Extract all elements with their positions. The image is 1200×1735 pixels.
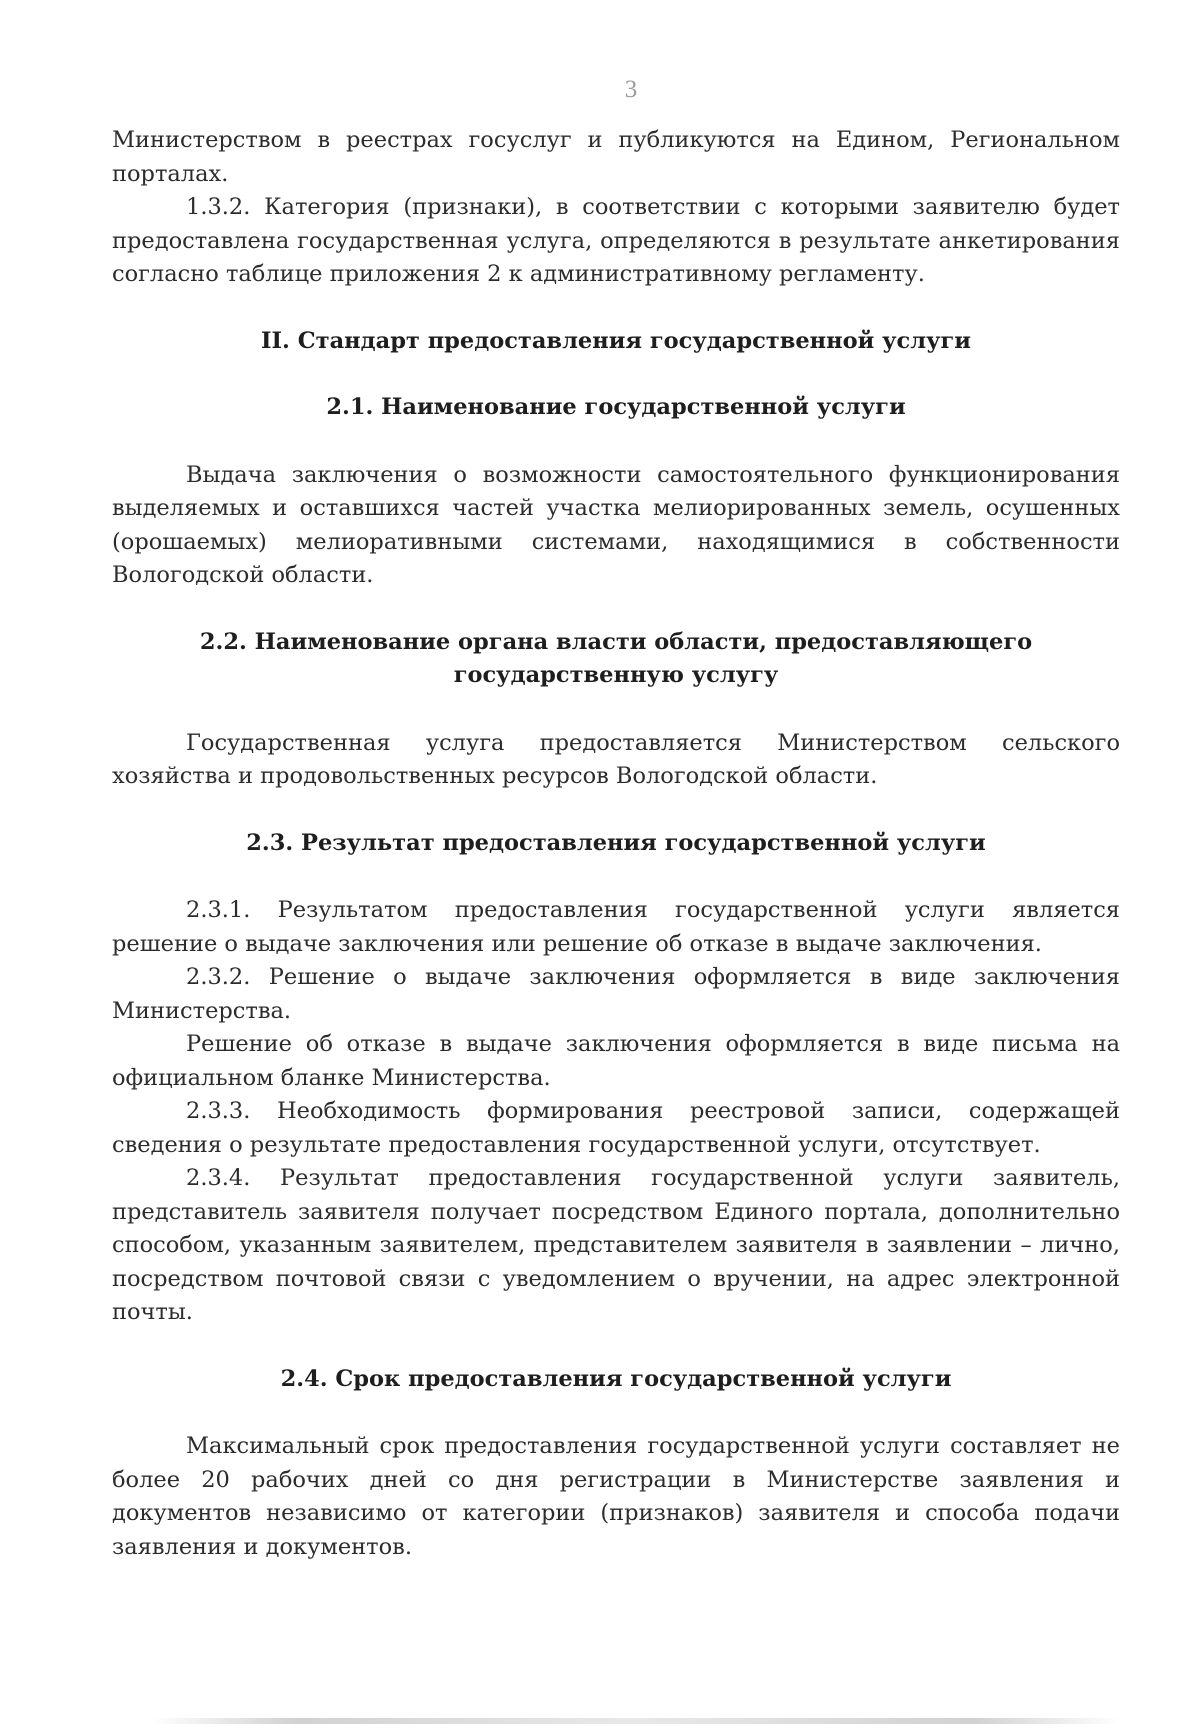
document-body [112,124,1120,1564]
paragraph-2-2: Государственная услуга предоставляется Министерством сельского хозяйства и продовольственных ресурсов Вологодской области. [112,729,1120,789]
page-number: 3 [624,76,638,103]
paragraph-2-3-4: 2.3.4. Результат предоставления государственной услуги заявитель, представитель заявителя получает посредством Единого портала, дополнительно способом, указанным заявителем, представителем заявителя в заявлении – лично, посредством почтовой связи с уведомлением о вручении, на адрес электронной почты. [112,1165,1120,1325]
paragraph-continuation: Министерством в реестрах госуслуг и публикуются на Едином, Региональном порталах. [112,127,1120,187]
heading-2-2-line1: 2.2. Наименование органа власти области, предоставляющего [199,628,1033,655]
section-heading-standard: II. Стандарт предоставления государственной услуги [261,327,971,354]
heading-2-4: 2.4. Срок предоставления государственной услуги [280,1365,952,1392]
paragraph-2-4: Максимальный срок предоставления государственной услуги составляет не более 20 рабочих дней со дня регистрации в Министерстве заявления и документов независимо от категории (признаков) заявителя и способа подачи заявления и документов. [112,1433,1120,1560]
heading-2-2-line2: государственную услугу [453,662,779,688]
heading-2-1: 2.1. Наименование государственной услуги [326,394,906,420]
heading-2-3: 2.3. Результат предоставления государственной услуги [246,829,986,856]
paragraph-1-3-2: 1.3.2. Категория (признаки), в соответствии с которыми заявителю будет предоставлена государственная услуга, определяются в результате анкетирования согласно таблице приложения 2 к административному регламенту. [112,194,1120,287]
paragraph-2-3-2: 2.3.2. Решение о выдаче заключения оформляется в виде заключения Министерства. [112,964,1120,1024]
paragraph-2-3-2-refusal: Решение об отказе в выдаче заключения оформляется в виде письма на официальном бланке Министерства. [112,1031,1120,1091]
scan-edge-artifact [150,1718,1120,1724]
paragraph-2-3-3: 2.3.3. Необходимость формирования реестровой записи, содержащей сведения о результате предоставления государственной услуги, отсутствует. [112,1098,1120,1158]
paragraph-2-3-1: 2.3.1. Результатом предоставления государственной услуги является решение о выдаче заключения или решение об отказе в выдаче заключения. [112,897,1120,957]
heading-2-2 [112,626,1120,693]
paragraph-2-1: Выдача заключения о возможности самостоятельного функционирования выделяемых и оставшихся частей участка мелиорированных земель, осушенных (орошаемых) мелиоративными системами, находящимися в собственности Вологодской области. [112,461,1120,588]
